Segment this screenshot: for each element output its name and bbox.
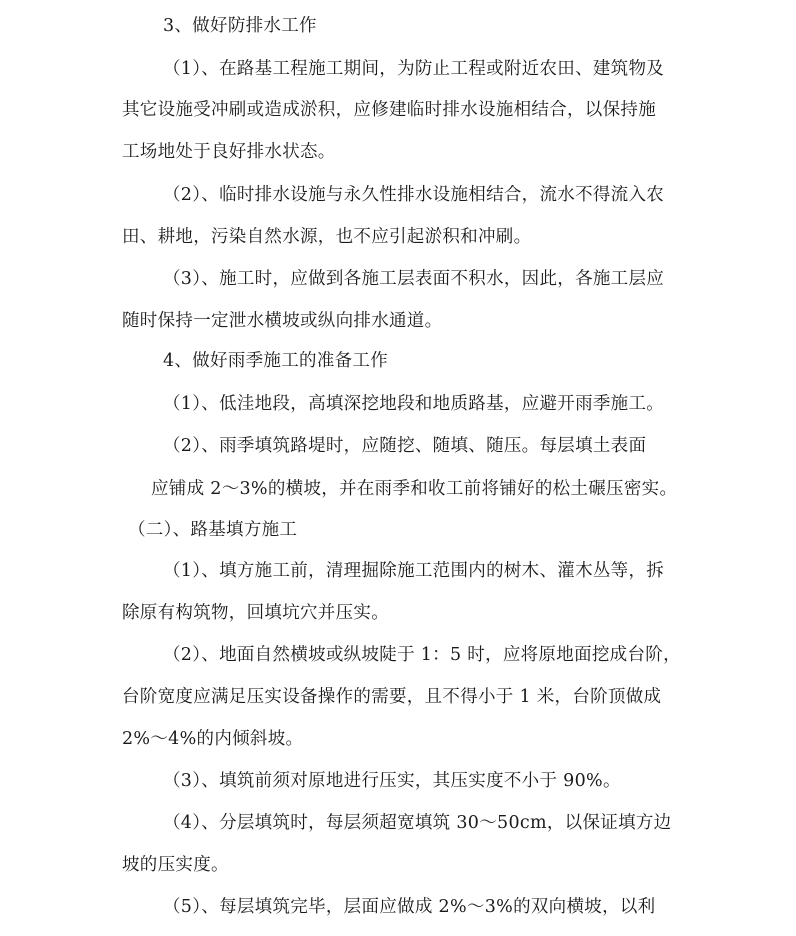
section-heading-fill: （二）、路基填方施工 — [128, 520, 298, 540]
paragraph-line: （2）、地面自然横坡或纵坡陡于 1：5 时，应将原地面挖成台阶， — [163, 645, 681, 665]
paragraph-line: 2%～4%的内倾斜坡。 — [122, 729, 304, 749]
paragraph-line: 工场地处于良好排水状态。 — [122, 142, 336, 162]
paragraph-line: （2）、临时排水设施与永久性排水设施相结合，流水不得流入农 — [163, 185, 665, 205]
paragraph-line: （2）、雨季填筑路堤时，应随挖、随填、随压。每层填土表面 — [163, 436, 647, 456]
paragraph-line: 应铺成 2～3%的横坡，并在雨季和收工前将铺好的松土碾压密实。 — [151, 479, 678, 499]
paragraph-line: （5）、每层填筑完毕，层面应做成 2%～3%的双向横坡，以利 — [163, 897, 656, 917]
paragraph-line: 田、耕地，污染自然水源，也不应引起淤积和冲刷。 — [122, 227, 532, 247]
paragraph-line: （1）、填方施工前，清理掘除施工范围内的树木、灌木丛等，拆 — [163, 561, 665, 581]
paragraph-line: 除原有构筑物，回填坑穴并压实。 — [122, 603, 389, 623]
paragraph-line: 台阶宽度应满足压实设备操作的需要，且不得小于 1 米，台阶顶做成 — [122, 687, 662, 707]
paragraph-line: 随时保持一定泄水横坡或纵向排水通道。 — [122, 311, 443, 331]
paragraph-line: （3）、施工时，应做到各施工层表面不积水，因此，各施工层应 — [163, 269, 665, 289]
heading-drainage: 3、做好防排水工作 — [163, 16, 317, 36]
paragraph-line: （4）、分层填筑时，每层须超宽填筑 30～50cm，以保证填方边 — [163, 813, 672, 833]
paragraph-line: （3）、填筑前须对原地进行压实，其压实度不小于 90%。 — [163, 771, 621, 791]
paragraph-line: （1）、在路基工程施工期间，为防止工程或附近农田、建筑物及 — [163, 59, 665, 79]
paragraph-line: 坡的压实度。 — [122, 855, 229, 875]
heading-rainy-season: 4、做好雨季施工的准备工作 — [163, 351, 389, 371]
paragraph-line: （1）、低洼地段，高填深挖地段和地质路基，应避开雨季施工。 — [163, 394, 665, 414]
paragraph-line: 其它设施受冲刷或造成淤积，应修建临时排水设施相结合，以保持施 — [122, 100, 656, 120]
